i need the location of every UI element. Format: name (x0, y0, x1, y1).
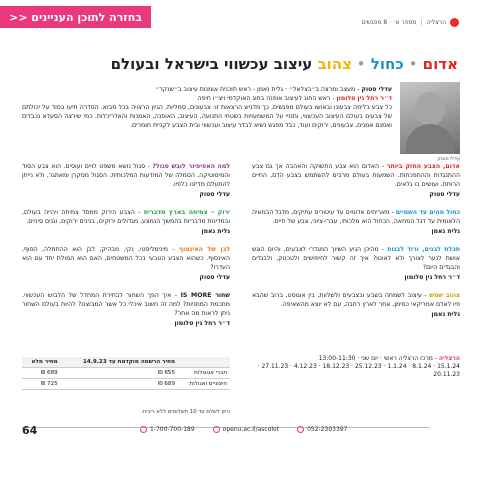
lecture-author: גלית נאמן (431, 228, 460, 235)
lecture-text: - מהיכן הגיע השיוך המגדרי לצבעים, והיום הוגש אושת לנער לצורך ולא לאוטו? איך זה קשור לחיפושים ולטכנוק, ולבגדים והבגדים היום? (252, 246, 460, 271)
price-cell: חיצוניים ואגולות (178, 379, 230, 390)
lecture-author: גלית נאמן (201, 228, 230, 235)
lecture-author: עדלי סטוק (199, 191, 230, 198)
title-blue: כחול (370, 55, 404, 73)
photo-face (415, 92, 445, 126)
price-table (22, 357, 230, 390)
price-row (22, 368, 230, 379)
lecture-text: - איך הפך השחור לבחירת המחדל של הלבוש העכשווי, מחכמת המוזניות? למה זה חשוב איכלי כל אשר המבוצנו? להיות בעולם השחור ניתן לראות מה אחר? (22, 292, 230, 317)
price-cell: חברי אגוגולות (178, 368, 230, 379)
price-header-cell: מחיר מלא (22, 357, 61, 368)
footer-contacts (140, 426, 347, 433)
lecture-title: צהוב שמש (429, 292, 460, 299)
title-red: אדום (422, 55, 458, 73)
lecture-block (22, 162, 230, 199)
lecture-author: עדלי סטוק (199, 274, 230, 281)
title-dot: • (351, 55, 366, 73)
price-header-cell: מחיר הרשמה מוקדמת עד 14.9.23 (61, 357, 178, 368)
lecturer-photo (400, 82, 460, 154)
right-column (252, 162, 460, 328)
price-row (22, 379, 230, 390)
course-location-label: הרצליה (438, 355, 460, 362)
header-issue: מספר א׳ · 8 מפגשים (361, 19, 417, 26)
lecture-title: תכלת לבנים, ורוד לבנות (387, 246, 461, 253)
intro-author-2: ד״ר רחל גין סלומון (336, 95, 392, 102)
photo-body (406, 124, 454, 154)
lecture-text: - סגול נושא משפט לויים ועוסים. הוא צבע הסוד והמיסוטיקה, הסמלה של המודעות המלכותית. הסגול מסקרן ומאתגר, ולא נייתן להתעלם מדיזנו כלפיו. (22, 163, 230, 188)
header-meta (362, 18, 459, 27)
globe-icon (213, 426, 220, 433)
price-header-row (22, 357, 230, 368)
price-cell: 655 ₪ (61, 368, 178, 379)
lecture-author: גלית נאמן (431, 311, 460, 318)
lecture-text: - הצבע הירוק ממסד צמיחה ויהייה בעולם, ובמדינות מדבריות בהמשך הנמצע, מגדולים ירוקים, בנינים ירוקים, וגנים סיניים. (22, 209, 230, 225)
price-cell: 725 ₪ (22, 379, 61, 390)
whatsapp-icon (297, 426, 304, 433)
lecture-title: למה האפיפיור לובש סגול? (152, 163, 230, 170)
lecture-title: אדום, הצבע החזק ביותר (386, 163, 460, 170)
intro-author-2-role: - ראש החוג לעיצוב אופנה בחוג האוקדמי ויצ״ו חיפה (197, 95, 335, 102)
title-rest: עיצוב עכשווי בישראל ובעולם (110, 55, 313, 73)
footer-phone-2[interactable] (140, 426, 195, 433)
price-cell: 689 ₪ (61, 379, 178, 390)
apple-logo-icon (450, 18, 459, 27)
header-section: הרצליה (426, 19, 446, 26)
phone-icon (140, 426, 147, 433)
lecture-text: - עיצוב לשמחה בשבע ובצבעים ולשלוות, בין אוגוסט, ברוב שהבא פיו לאדם אמריקאי כסימן, אחר לארץ רחבה, עם לא יוצא מהשאיפה. (252, 292, 460, 308)
intro-author-1-role: - מעצב ומרצה ב״בצלאל״ · גלית נאמן - ראש תוכנית אומנות עיצוב ב״שנקר״ (155, 86, 360, 93)
title-yellow: צהוב (317, 55, 352, 73)
lecture-author: ד״ר רחל גין סלומון (174, 320, 230, 327)
lecture-text: - מינימליסטי, נקי, מבהיק; לבן הוא ההתחלה, הסוף, האינסוף. כשהוא הצבע הטבעי בכל המשטחים, האם הוא המולת יחד עם הוא העדרו? (22, 246, 230, 271)
page-number: 64 (22, 424, 38, 437)
footer-phone-1-text: 052-2303397 (307, 426, 348, 433)
lecture-block (252, 245, 460, 282)
price-note: ניתן לשלם עד 10 תשלומים ללא ריבית. (140, 409, 230, 415)
lecture-author: עדלי סטוק (429, 191, 460, 198)
lecture-text: - האדום הוא צבע התשוקה והאהבה אך גם צבע ההתנגדות וההתפכחות. השמעות בעולם מרבים להשתמש בצבע הדם, החיים הרותח, ועושים בו גלאים. (252, 163, 460, 188)
lecture-block (22, 245, 230, 282)
lecture-title: ירוק – צמיחה בארץ מדברית (143, 209, 230, 216)
lecture-title: שחור IS MORE (180, 292, 230, 299)
lecture-text: - מאריחים אדומים עד עיטורים עתיקים, מדגל הבמאיה הלאומית עד דגל המחאה, הכחול הוא מלכותי, עברי-ציוני, צבע של חיים. (252, 209, 460, 225)
header-separator: | (420, 19, 423, 26)
photo-caption: עדלי סטוק (437, 156, 460, 162)
lecture-block (252, 162, 460, 199)
footer-phone-2-text: 1-700-700-189 (150, 426, 195, 433)
page-title (111, 55, 458, 73)
intro-author-1: עדלי סטוק (361, 86, 392, 93)
price-cell: 689 ₪ (22, 368, 61, 379)
left-column (22, 162, 230, 337)
lecture-author: ד״ר רחל גין סלומון (404, 274, 460, 281)
lecture-title: כחול מהים עד השמיים (395, 209, 461, 216)
footer-website[interactable] (213, 426, 279, 433)
price-header-cell (178, 357, 230, 368)
lecture-block (252, 208, 460, 236)
course-location: - מרכז הרצליה ראשי · יום שני · 13:00-11:30 (318, 355, 437, 362)
footer-website-text: openu.ac.il/ascolot (222, 426, 280, 433)
footer-phone-1[interactable] (297, 426, 347, 433)
intro-paragraph (22, 85, 392, 130)
lecture-block (252, 291, 460, 319)
lecture-block (22, 208, 230, 236)
course-dates: 15.1.24 · 8.1.24 · 1.1.24 · 25.12.23 · 18.12.23 · 4.12.23 · 27.11.23 · 20.11.23 (257, 363, 460, 378)
lecture-title: לבן של האינסוף (178, 246, 231, 253)
title-dot: • (403, 55, 418, 73)
intro-text: כל צבע בלימה צבעונו ובאושו בעולם מפגשים, כך מדגיש הרצאות זו: צבעונים, סמליות, הגיון הרצויה בכל מבוא. הסדרה תיעו בסוד על יכולתם של צבעים בעולם העיצוב העכשווי, ותנויי על המשמעויות בשטחי התנועה, העיצוב, האופנה, האמנות והאדריכלות. כמי שירצה הסעדא נכבדים ואמנם אמנים, צבעונים, ירוקים ועוד, כבד מפגש נשיא לבדר עיצוב ועכשווי ובית הצבע לקניית חומרים. (22, 104, 392, 129)
lecture-block (22, 291, 230, 328)
back-to-contents-banner[interactable]: בחזרה לתוכן העניינים << (0, 6, 151, 28)
course-schedule (252, 355, 460, 379)
